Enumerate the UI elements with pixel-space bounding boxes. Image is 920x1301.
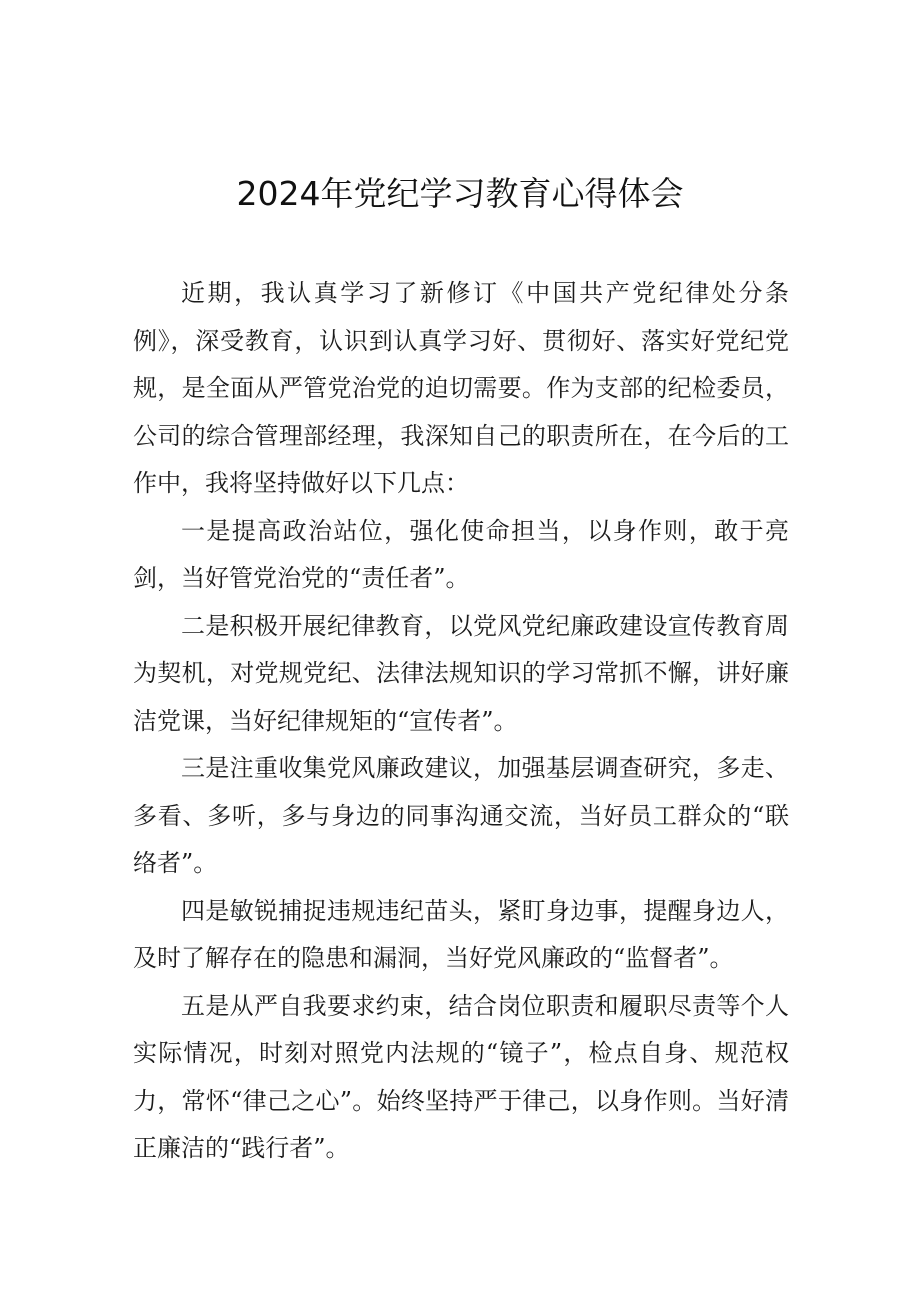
- document-body: [133, 270, 789, 1173]
- paragraph-intro: 近期，我认真学习了新修订《中国共产党纪律处分条例》，深受教育，认识到认真学习好、贯彻好、落实好党纪党规，是全面从严管党治党的迫切需要。作为支部的纪检委员，公司的综合管理部经理，我深知自己的职责所在，在今后的工作中，我将坚持做好以下几点：: [133, 279, 789, 497]
- document-title: 2024年党纪学习教育心得体会: [236, 174, 684, 213]
- paragraph-point-2: 二是积极开展纪律教育，以党风党纪廉政建设宣传教育周为契机，对党规党纪、法律法规知识的学习常抓不懈，讲好廉洁党课，当好纪律规矩的“宣传者”。: [133, 611, 789, 735]
- paragraph-point-3: 三是注重收集党风廉政建议，加强基层调查研究，多走、多看、多听，多与身边的同事沟通交流，当好员工群众的“联络者”。: [133, 754, 789, 877]
- paragraph-point-5: 五是从严自我要求约束，结合岗位职责和履职尽责等个人实际情况，时刻对照党内法规的“镜子”，检点自身、规范权力，常怀“律己之心”。始终坚持严于律己，以身作则。当好清正廉洁的“践行者”。: [133, 991, 789, 1162]
- paragraph-point-4: 四是敏锐捕捉违规违纪苗头，紧盯身边事，提醒身边人，及时了解存在的隐患和漏洞，当好党风廉政的“监督者”。: [133, 896, 789, 972]
- paragraph-point-1: 一是提高政治站位，强化使命担当，以身作则，敢于亮剑，当好管党治党的“责任者”。: [133, 516, 789, 592]
